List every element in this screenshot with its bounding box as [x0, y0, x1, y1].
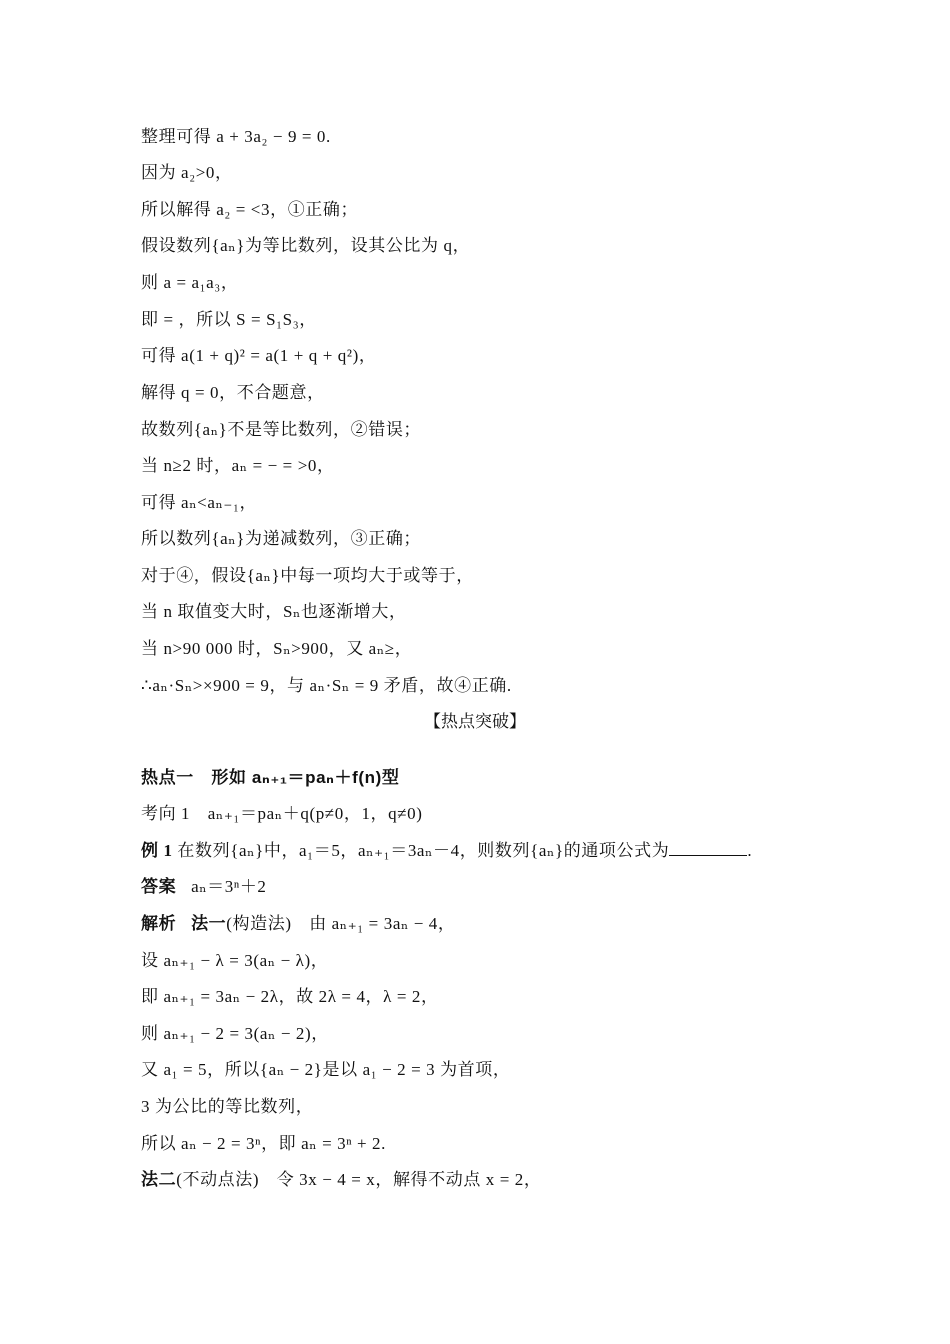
text-line: 解得 q = 0，不合题意， — [141, 383, 325, 402]
solution-step: 所以 aₙ − 2 = 3ⁿ，即 aₙ = 3ⁿ + 2. — [141, 1134, 387, 1153]
method-one-label: 法一 — [191, 914, 227, 933]
solution-step: 又 a₁ = 5，所以{aₙ − 2}是以 a₁ − 2 = 3 为首项， — [141, 1060, 511, 1079]
text-line: 整理可得 a + 3a₂ − 9 = 0. — [141, 127, 331, 146]
answer-label: 答案 — [141, 877, 177, 896]
example-line — [141, 840, 752, 862]
section-title: 【热点突破】 — [424, 712, 526, 731]
solution-step: 则 aₙ₊₁ − 2 = 3(aₙ − 2)， — [141, 1024, 329, 1043]
analysis-label: 解析 — [141, 914, 177, 933]
text-line: 对于④，假设{aₙ}中每一项均大于或等于， — [141, 566, 474, 585]
text-line: ∴aₙ·Sₙ>×900 = 9，与 aₙ·Sₙ = 9 矛盾，故④正确. — [141, 676, 512, 695]
text-line: 因为 a₂>0， — [141, 163, 233, 182]
method-two-label: 法二 — [141, 1170, 177, 1189]
direction-line: 考向 1 aₙ₊₁＝paₙ＋q(p≠0，1，q≠0) — [141, 804, 423, 823]
text-line: 所以解得 a₂ = <3，①正确； — [141, 200, 359, 219]
text-line: 则 a = a₁a₃， — [141, 273, 239, 292]
text-line: 假设数列{aₙ}为等比数列，设其公比为 q， — [141, 236, 471, 255]
analysis-text: (构造法) 由 aₙ₊₁ = 3aₙ − 4， — [226, 914, 456, 933]
example-label: 例 1 — [141, 841, 173, 860]
text-line: 故数列{aₙ}不是等比数列，②错误； — [141, 420, 422, 439]
text-line: 当 n>90 000 时，Sₙ>900，又 aₙ≥， — [141, 639, 413, 658]
method-two-text: (不动点法) 令 3x − 4 = x，解得不动点 x = 2， — [176, 1170, 542, 1189]
text-line: 当 n 取值变大时，Sₙ也逐渐增大， — [141, 602, 407, 621]
hotspot-heading: 热点一 形如 aₙ₊₁＝paₙ＋f(n)型 — [141, 768, 400, 787]
example-end: . — [747, 841, 753, 860]
solution-step: 即 aₙ₊₁ = 3aₙ − 2λ，故 2λ = 4，λ = 2， — [141, 987, 439, 1006]
solution-step: 设 aₙ₊₁ − λ = 3(aₙ − λ)， — [141, 951, 329, 970]
text-line: 当 n≥2 时，aₙ = − = >0， — [141, 456, 335, 475]
example-text: 在数列{aₙ}中，a₁＝5，aₙ₊₁＝3aₙ－4，则数列{aₙ}的通项公式为 — [177, 841, 670, 860]
answer-blank — [669, 840, 747, 856]
analysis-line — [141, 913, 456, 935]
text-line: 所以数列{aₙ}为递减数列，③正确； — [141, 529, 422, 548]
solution-step: 3 为公比的等比数列， — [141, 1097, 314, 1116]
text-line: 即 = ，所以 S = S₁S₃， — [141, 310, 317, 329]
answer-text: aₙ＝3ⁿ＋2 — [191, 877, 267, 896]
answer-line — [141, 876, 267, 898]
method-two-line — [141, 1169, 542, 1191]
text-line: 可得 aₙ<aₙ₋₁， — [141, 493, 258, 512]
text-line: 可得 a(1 + q)² = a(1 + q + q²)， — [141, 346, 377, 365]
